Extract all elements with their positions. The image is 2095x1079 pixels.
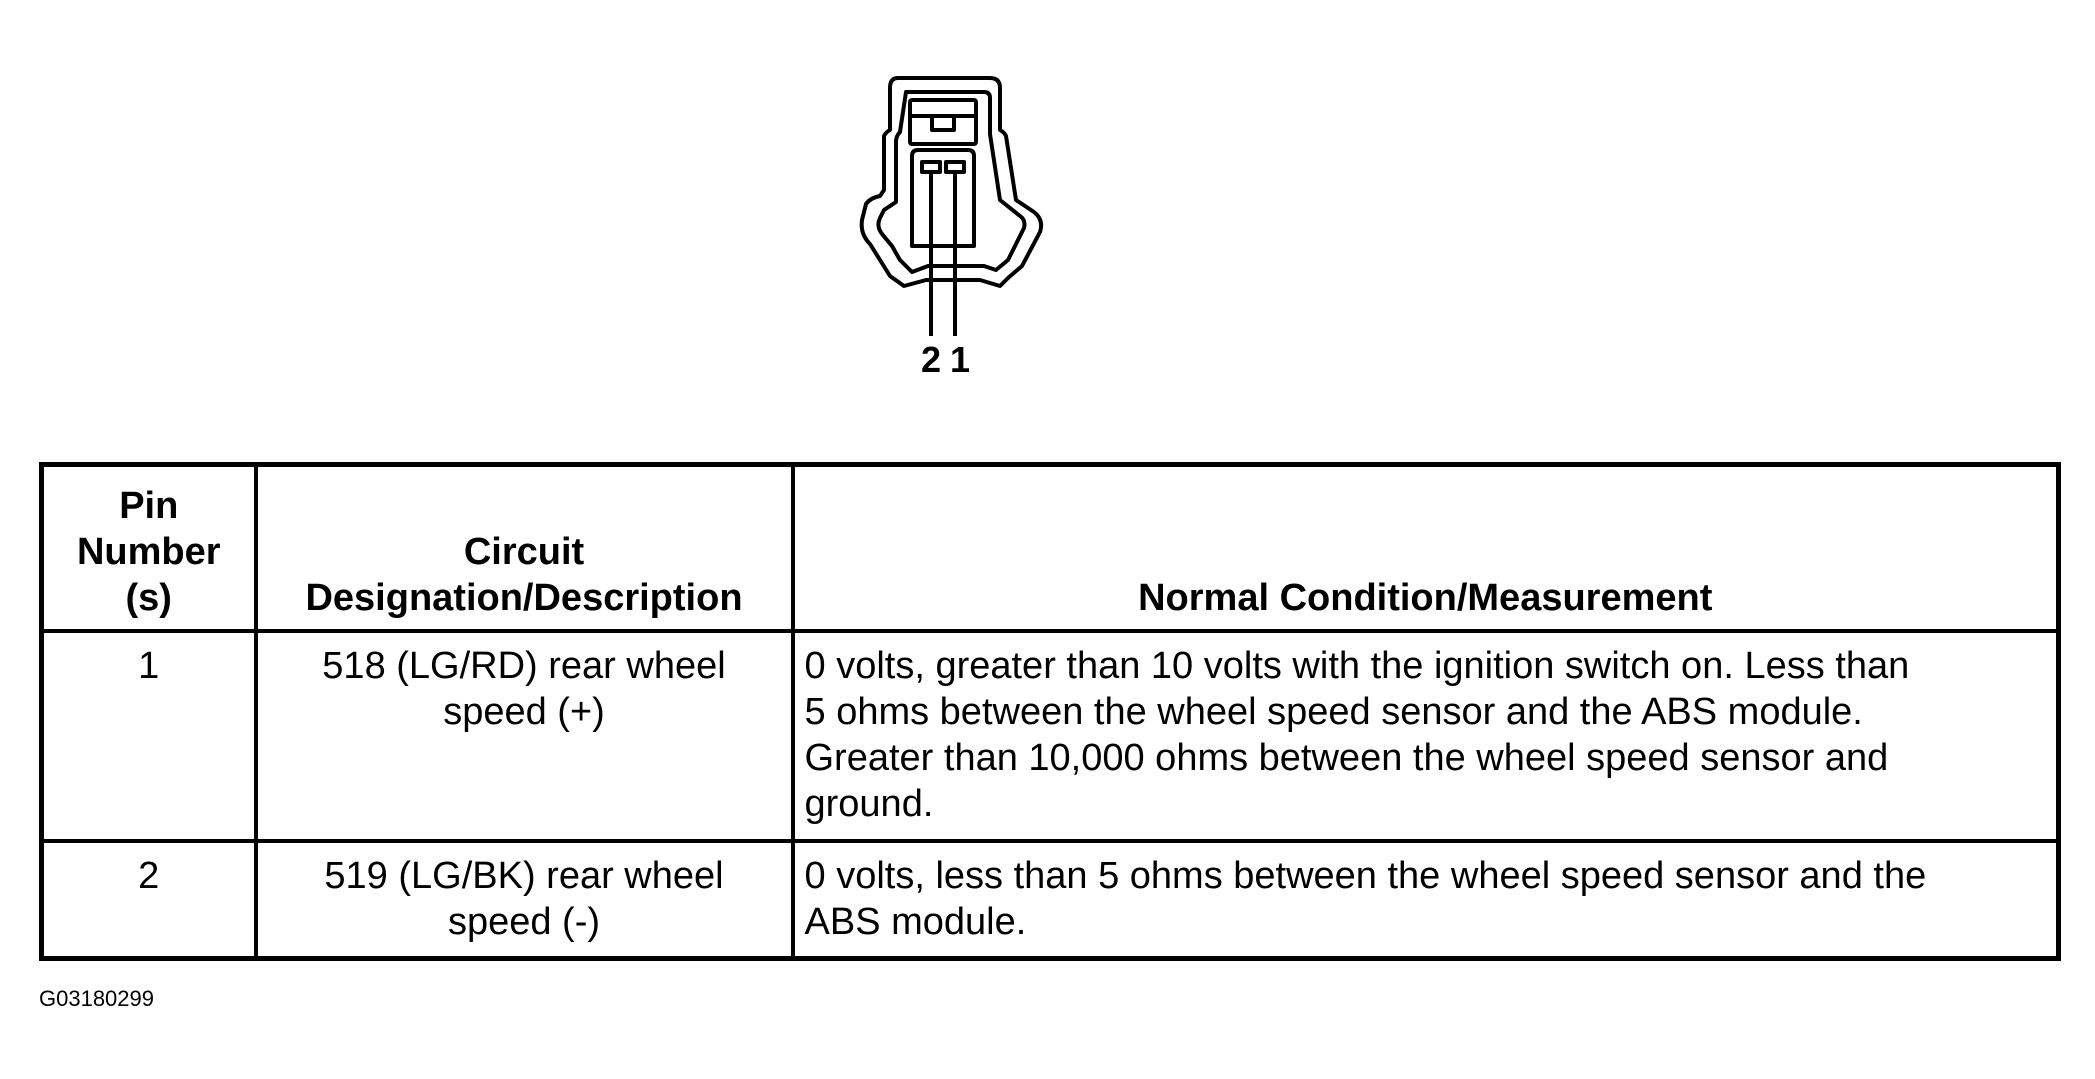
connector-latch	[910, 100, 976, 144]
table-row	[42, 841, 2059, 959]
pin-2-label: 2	[920, 339, 942, 380]
figure-code: G03180299	[39, 986, 154, 1011]
pin-number-header: Pin Number (s)	[42, 465, 256, 631]
circuit-cell: 519 (LG/BK) rear wheel speed (-)	[256, 841, 793, 959]
connector-terminal-2	[922, 162, 940, 172]
pin-number-cell: 1	[42, 631, 256, 841]
condition-cell: 0 volts, greater than 10 volts with the ignition switch on. Less than 5 ohms between the wheel speed sensor and the ABS module. Greater than 10,000 ohms between the wheel speed sensor and ground.	[793, 631, 2059, 841]
connector-terminal-1	[946, 162, 964, 172]
table-header-row	[42, 465, 2059, 631]
connector-housing-outer	[862, 78, 1041, 286]
circuit-header: Circuit Designation/Description	[256, 465, 793, 631]
two-pin-connector-icon	[840, 70, 1060, 380]
condition-header: Normal Condition/Measurement	[793, 465, 2059, 631]
condition-cell: 0 volts, less than 5 ohms between the wheel speed sensor and the ABS module.	[793, 841, 2059, 959]
table-row	[42, 631, 2059, 841]
pin-number-cell: 2	[42, 841, 256, 959]
pin-table	[39, 462, 2061, 961]
circuit-cell: 518 (LG/RD) rear wheel speed (+)	[256, 631, 793, 841]
pin-1-label: 1	[949, 339, 971, 380]
